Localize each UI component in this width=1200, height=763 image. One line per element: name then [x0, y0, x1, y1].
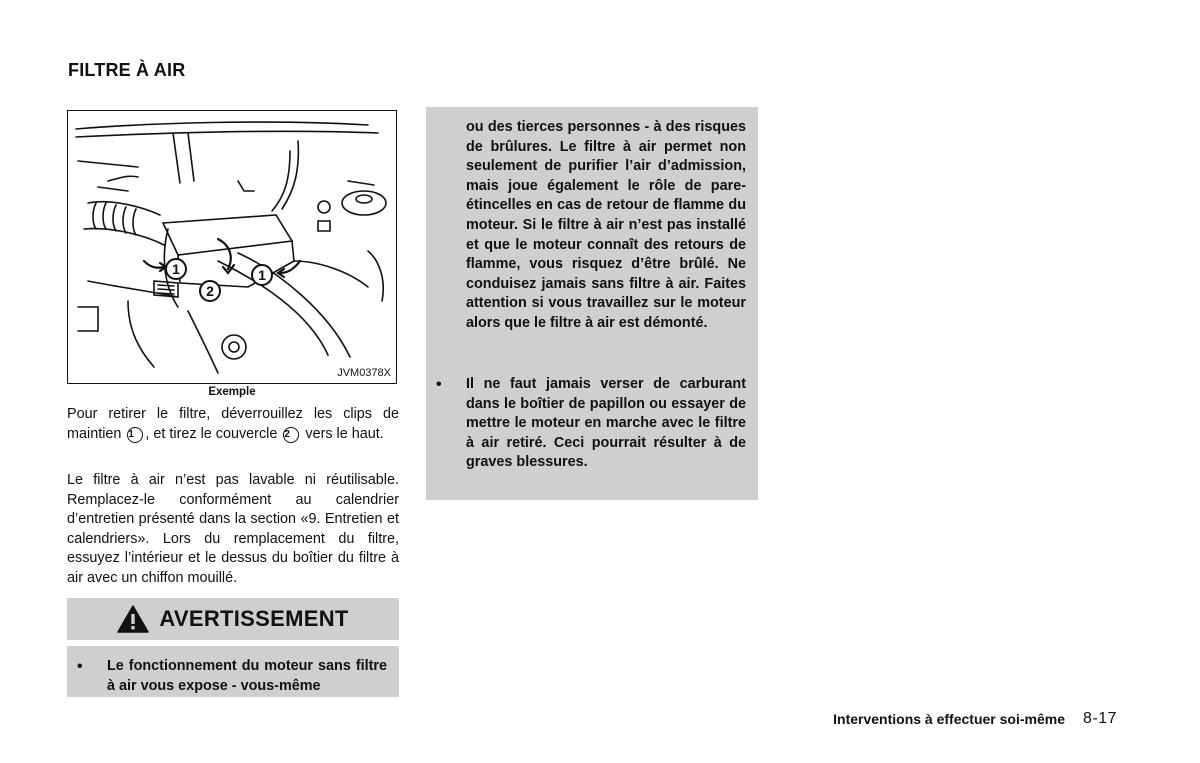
svg-text:1: 1	[258, 267, 266, 283]
p1-text-a: Pour retirer le filtre, déverrouillez les clips de maintien	[67, 406, 399, 442]
warning-body-part2	[426, 107, 758, 500]
callout-1-right	[252, 265, 272, 285]
svg-text:1: 1	[172, 261, 180, 277]
cover-ref-marker: 2	[283, 427, 299, 443]
p1-text-b: , et tirez le couvercle	[145, 425, 278, 442]
warning-body-part1	[67, 646, 399, 697]
warning-title: AVERTISSEMENT	[159, 606, 349, 631]
air-filter-illustration	[67, 110, 397, 384]
footer-chapter-label: Interventions à effectuer soi-même	[833, 711, 1065, 727]
clip-ref-marker: 1	[127, 427, 143, 443]
warning-item-1-continued: ou des tierces personnes - à des risques de brûlures. Le filtre à air permet non seulement de purifier l’air d’admission, mais joue également le rôle de pare-étincelles en cas de retour de flamme du moteur. Si le filtre à air n’est pas installé et que le moteur connaît des retours de flamme, vous risquez d’être brûlé. Ne conduisez jamais sans filtre à air. Faites attention si vous travaillez sur le moteur alors que le filtre à air est démonté.	[466, 119, 746, 331]
engine-bay-drawing	[68, 111, 396, 383]
svg-text:2: 2	[206, 283, 214, 299]
warning-triangle-icon	[117, 605, 149, 633]
figure-code: JVM0378X	[337, 367, 391, 379]
bullet-2: •	[436, 376, 442, 393]
p1-text-c: vers le haut.	[305, 425, 384, 442]
page-number: 8-17	[1082, 710, 1117, 727]
warning-item-2: Il ne faut jamais verser de carburant dans le boîtier de papillon ou essayer de mettre le moteur en marche avec le filtre à air retiré. Ceci pourrait résulter à de graves blessures.	[466, 376, 746, 471]
callout-2	[200, 281, 220, 301]
figure-caption: Exemple	[208, 386, 256, 398]
filter-replacement-paragraph: Le filtre à air n’est pas lavable ni réutilisable. Remplacez-le conformément au calendrier d’entretien présenté dans la section «9. Entretien et calendriers». Lors du remplacement du filtre, essuyez l’intérieur et le dessus du boîtier du filtre à air avec un chiffon mouillé.	[67, 472, 399, 586]
warning-header	[67, 598, 399, 640]
bullet-1: •	[77, 658, 83, 675]
warning-item-1-start: Le fonctionnement du moteur sans filtre à air vous expose - vous-même	[107, 658, 387, 694]
section-title: FILTRE À AIR	[68, 60, 186, 80]
callout-1-left	[166, 259, 186, 279]
removal-instructions	[67, 405, 399, 444]
